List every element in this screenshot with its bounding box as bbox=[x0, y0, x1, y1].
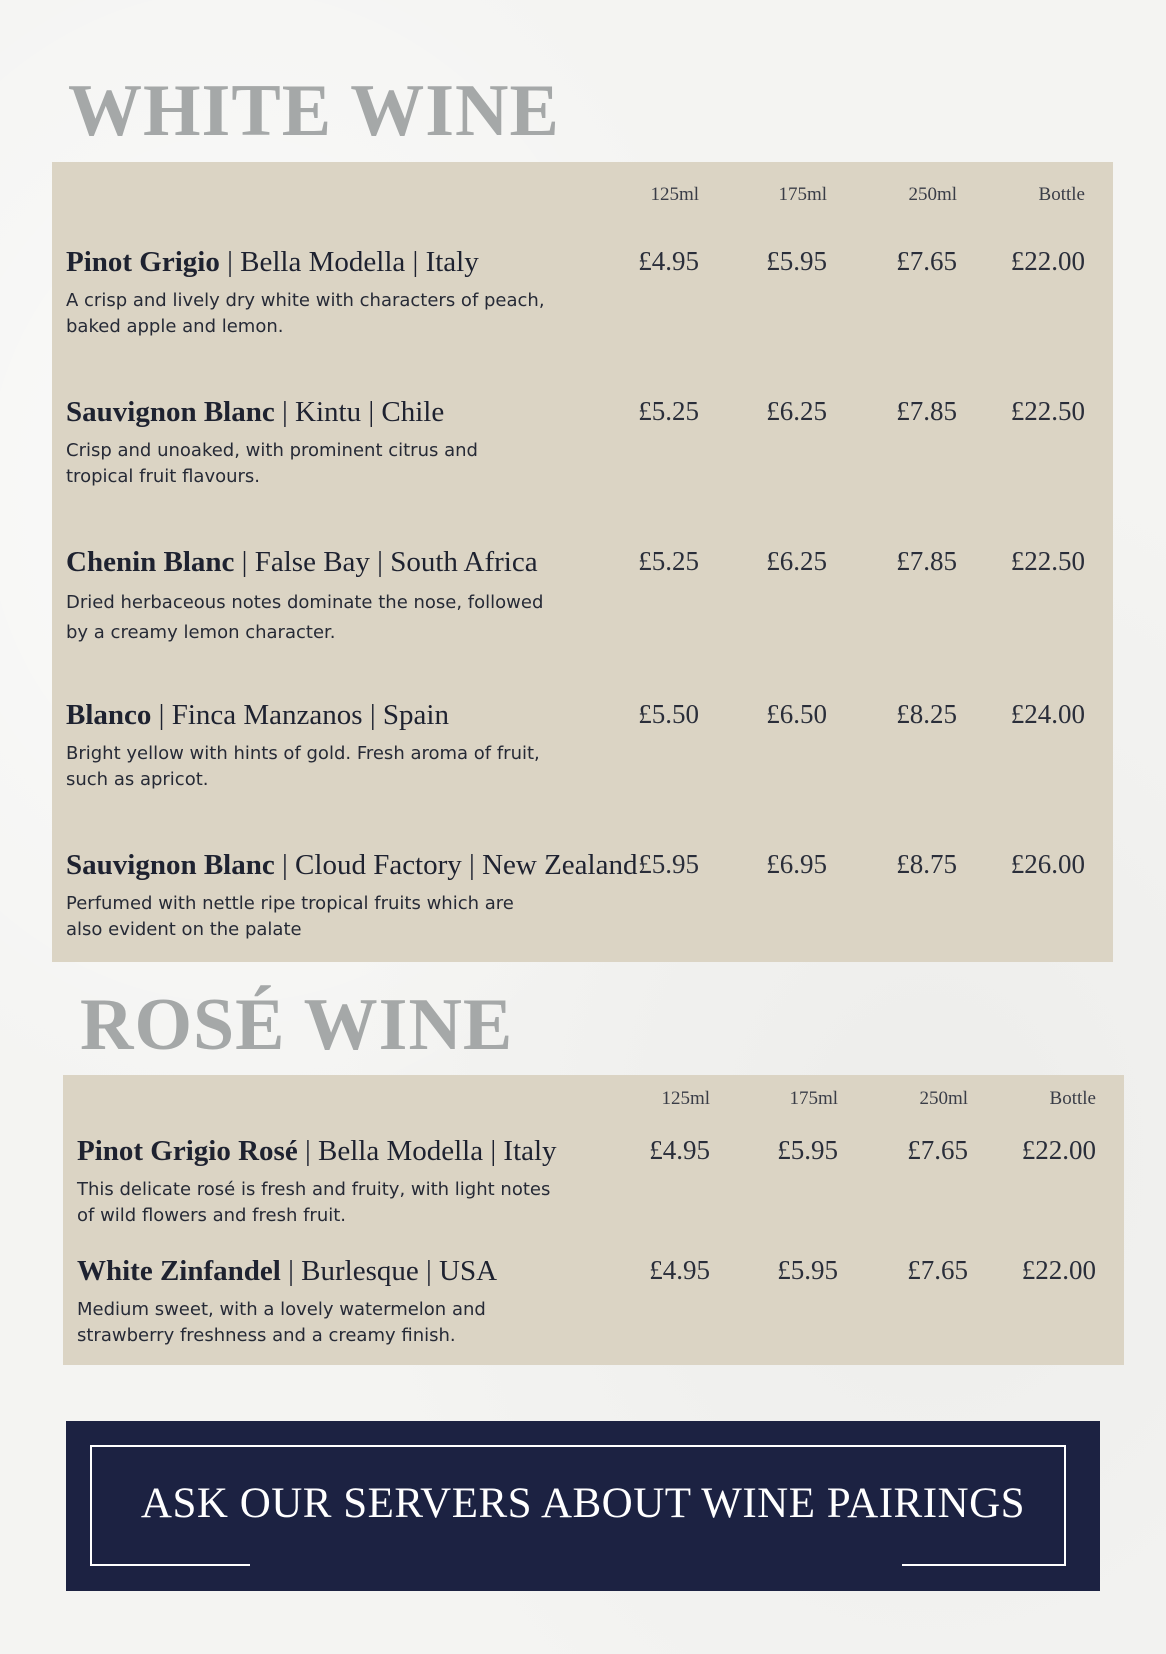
price-bottle: £26.00 bbox=[1010, 849, 1085, 879]
banner-frame-bottom-left bbox=[90, 1564, 250, 1566]
wine-origin: | Bella Modella | Italy bbox=[297, 1135, 557, 1167]
wine-description: This delicate rosé is fresh and fruity, with light notes of wild flowers and fresh fruit. bbox=[77, 1179, 551, 1226]
wine-description: Medium sweet, with a lovely watermelon and strawberry freshness and a creamy finish. bbox=[77, 1299, 486, 1346]
wine-origin: | Burlesque | USA bbox=[280, 1255, 498, 1287]
wine-description: Perfumed with nettle ripe tropical fruits which are also evident on the palate bbox=[66, 893, 514, 940]
price-125ml: £5.25 bbox=[638, 546, 699, 576]
wine-description: Crisp and unoaked, with prominent citrus and tropical fruit flavours. bbox=[66, 440, 478, 487]
price-250ml: £7.65 bbox=[896, 246, 957, 276]
grape-name: Sauvignon Blanc bbox=[66, 396, 275, 428]
price-bottle: £24.00 bbox=[1010, 699, 1085, 729]
white-wine-title: WHITE WINE bbox=[68, 70, 560, 152]
price-175ml: £5.95 bbox=[777, 1135, 838, 1165]
price-250ml: £7.65 bbox=[907, 1135, 968, 1165]
wine-origin: | False Bay | South Africa bbox=[234, 546, 538, 578]
banner-frame-bottom-right bbox=[902, 1564, 1066, 1566]
wine-origin: | Cloud Factory | New Zealand bbox=[274, 849, 638, 881]
size-header-bottle: Bottle bbox=[1049, 1088, 1096, 1109]
wine-name bbox=[66, 246, 479, 279]
price-125ml: £5.50 bbox=[638, 699, 699, 729]
wine-name bbox=[66, 849, 637, 882]
wine-description: Bright yellow with hints of gold. Fresh aroma of fruit, such as apricot. bbox=[66, 743, 540, 790]
size-header-175ml: 175ml bbox=[789, 1088, 838, 1109]
wine-origin: | Finca Manzanos | Spain bbox=[151, 699, 449, 731]
price-125ml: £5.95 bbox=[638, 849, 699, 879]
rose-wine-title: ROSÉ WINE bbox=[80, 984, 514, 1066]
price-125ml: £5.25 bbox=[638, 396, 699, 426]
wine-description: A crisp and lively dry white with characters of peach, baked apple and lemon. bbox=[66, 290, 545, 337]
wine-pairing-banner bbox=[66, 1421, 1100, 1591]
price-175ml: £6.50 bbox=[766, 699, 827, 729]
grape-name: Pinot Grigio bbox=[66, 246, 220, 278]
grape-name: White Zinfandel bbox=[77, 1255, 281, 1287]
price-175ml: £5.95 bbox=[766, 246, 827, 276]
price-250ml: £7.85 bbox=[896, 396, 957, 426]
size-header-125ml: 125ml bbox=[661, 1088, 710, 1109]
grape-name: Chenin Blanc bbox=[66, 546, 235, 578]
grape-name: Blanco bbox=[66, 699, 152, 731]
price-bottle: £22.50 bbox=[1010, 546, 1085, 576]
price-125ml: £4.95 bbox=[649, 1135, 710, 1165]
price-125ml: £4.95 bbox=[649, 1255, 710, 1285]
grape-name: Sauvignon Blanc bbox=[66, 849, 275, 881]
banner-frame-top bbox=[90, 1445, 1064, 1447]
price-250ml: £7.85 bbox=[896, 546, 957, 576]
size-header-250ml: 250ml bbox=[908, 184, 957, 205]
price-125ml: £4.95 bbox=[638, 246, 699, 276]
size-header-250ml: 250ml bbox=[919, 1088, 968, 1109]
price-250ml: £7.65 bbox=[907, 1255, 968, 1285]
size-header-bottle: Bottle bbox=[1038, 184, 1085, 205]
banner-text: ASK OUR SERVERS ABOUT WINE PAIRINGS bbox=[140, 1480, 1026, 1527]
price-bottle: £22.00 bbox=[1021, 1255, 1096, 1285]
price-250ml: £8.75 bbox=[896, 849, 957, 879]
rose-wine-panel bbox=[63, 1075, 1124, 1365]
price-175ml: £6.95 bbox=[766, 849, 827, 879]
size-header-125ml: 125ml bbox=[650, 184, 699, 205]
grape-name: Pinot Grigio Rosé bbox=[77, 1135, 298, 1167]
wine-name bbox=[66, 699, 449, 732]
wine-origin: | Bella Modella | Italy bbox=[219, 246, 479, 278]
wine-name bbox=[66, 546, 538, 579]
price-175ml: £5.95 bbox=[777, 1255, 838, 1285]
price-bottle: £22.00 bbox=[1010, 246, 1085, 276]
white-wine-panel bbox=[52, 162, 1113, 962]
wine-origin: | Kintu | Chile bbox=[274, 396, 445, 428]
price-bottle: £22.50 bbox=[1010, 396, 1085, 426]
price-175ml: £6.25 bbox=[766, 396, 827, 426]
price-250ml: £8.25 bbox=[896, 699, 957, 729]
price-bottle: £22.00 bbox=[1021, 1135, 1096, 1165]
wine-name bbox=[77, 1255, 497, 1288]
wine-name bbox=[66, 396, 444, 429]
price-175ml: £6.25 bbox=[766, 546, 827, 576]
wine-name bbox=[77, 1135, 557, 1168]
size-header-175ml: 175ml bbox=[778, 184, 827, 205]
wine-description: Dried herbaceous notes dominate the nose, followed by a creamy lemon character. bbox=[66, 592, 544, 643]
